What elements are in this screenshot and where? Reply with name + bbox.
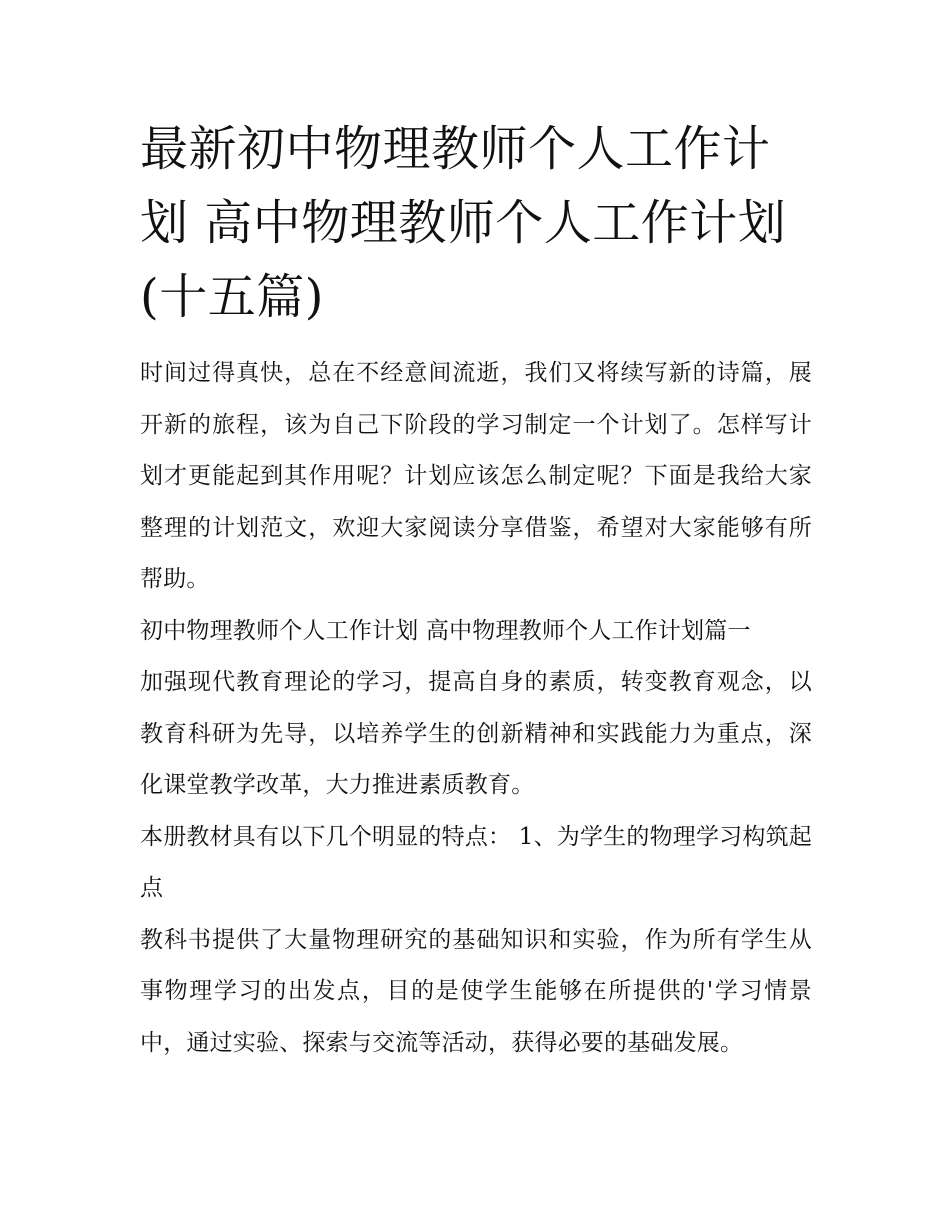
- document-body: [140, 348, 812, 1069]
- body-paragraph: 加强现代教育理论的学习，提高自身的素质，转变教育观念，以教育科研为先导，以培养学生的创新精神和实践能力为重点，深化课堂教学改革，大力推进素质教育。: [140, 669, 812, 798]
- document-title: 最新初中物理教师个人工作计划 高中物理教师个人工作计划(十五篇): [140, 121, 787, 325]
- body-paragraph: 教科书提供了大量物理研究的基础知识和实验，作为所有学生从事物理学习的出发点，目的是使学生能够在所提供的'学习情景中，通过实验、探索与交流等活动，获得必要的基础发展。: [140, 926, 812, 1056]
- document-page: [140, 112, 812, 1069]
- intro-paragraph: 时间过得真快，总在不经意间流逝，我们又将续写新的诗篇，展开新的旅程，该为自己下阶段的学习制定一个计划了。怎样写计划才更能起到其作用呢？计划应该怎么制定呢？下面是我给大家整理的计划范文，欢迎大家阅读分享借鉴，希望对大家能够有所帮助。: [140, 360, 812, 592]
- body-paragraph: 本册教材具有以下几个明显的特点： 1、为学生的物理学习构筑起点: [140, 823, 812, 901]
- section-heading: 初中物理教师个人工作计划 高中物理教师个人工作计划篇一: [140, 617, 751, 644]
